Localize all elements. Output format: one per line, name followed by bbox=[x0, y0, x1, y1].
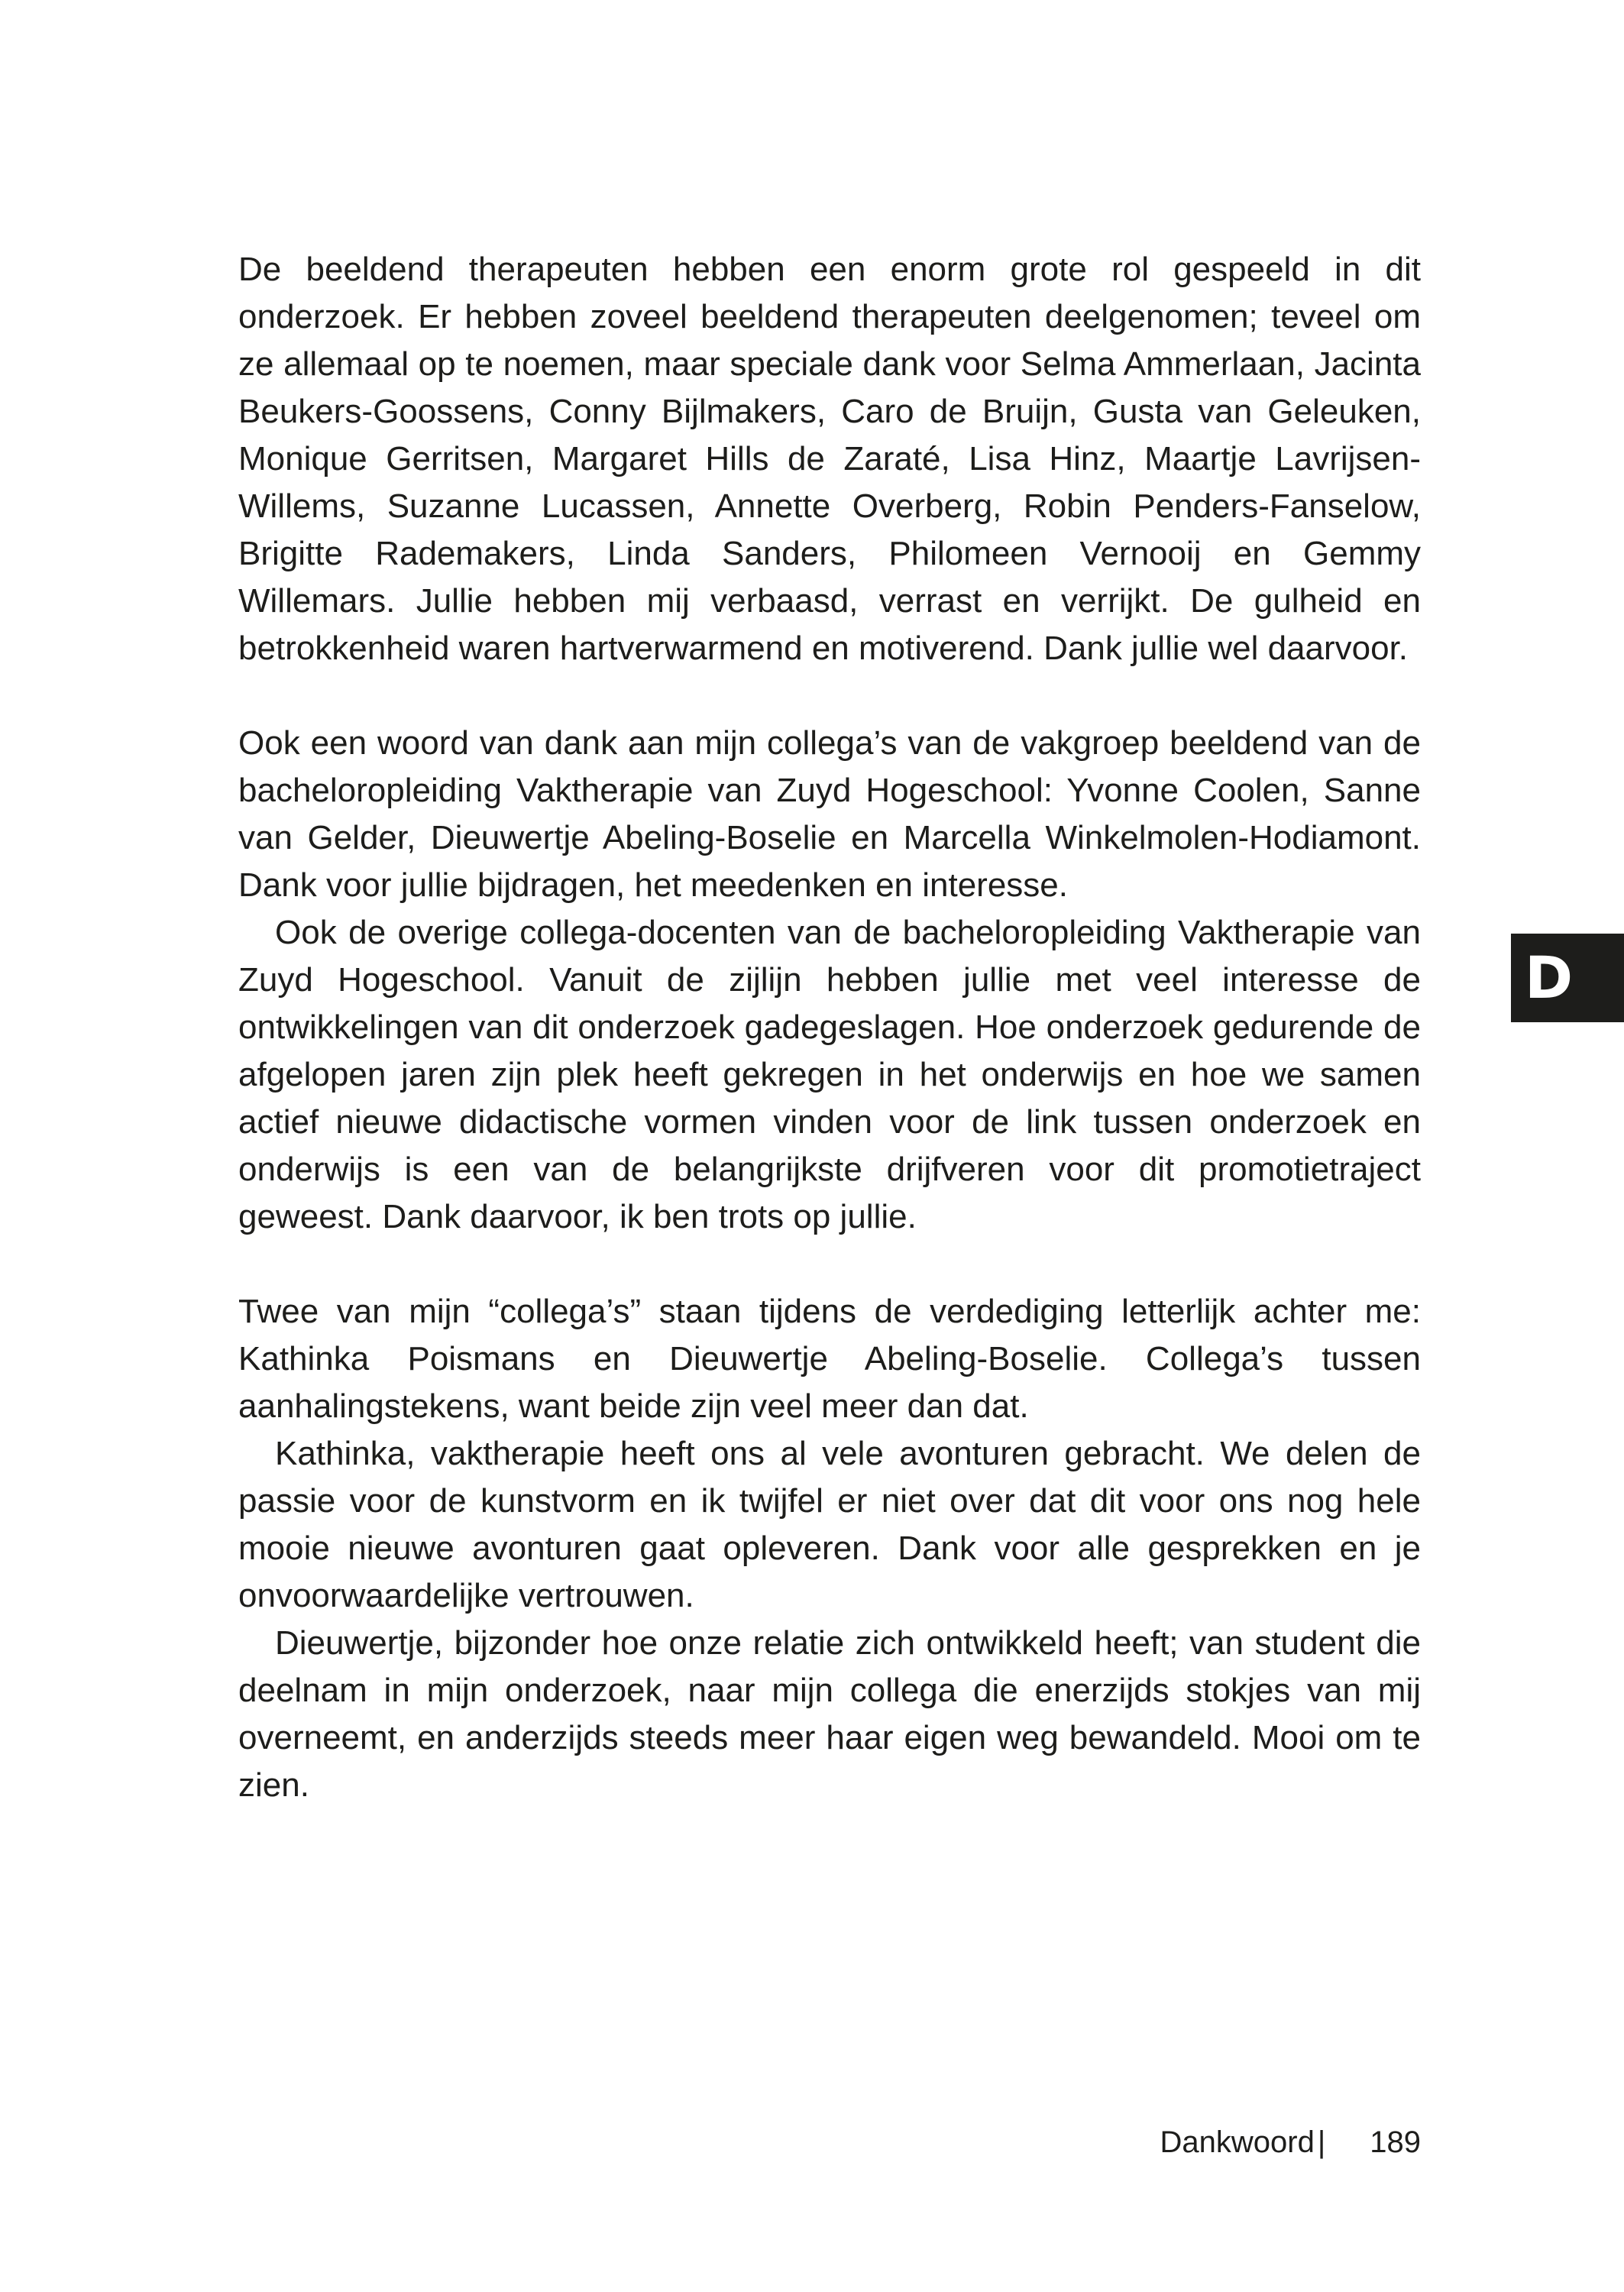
section-gap bbox=[238, 672, 1421, 720]
paragraph-paranymphs-intro: Twee van mijn “collega’s” staan tijdens de verdediging letterlijk achter me: Kathinka Poismans en Dieuwertje Abeling-Boselie. Collega’s tussen aanhalingstekens, want beide zijn veel meer dan dat. bbox=[238, 1293, 1421, 1425]
page-number: 189 bbox=[1370, 2125, 1421, 2159]
section-gap bbox=[238, 1241, 1421, 1288]
paragraph-kathinka: Kathinka, vaktherapie heeft ons al vele avonturen gebracht. We delen de passie voor de kunstvorm en ik twijfel er niet over dat dit voor ons nog hele mooie nieuwe avonturen gaat opleveren. Dank voor alle gesprekken en je onvoorwaardelijke vertrouwen. bbox=[238, 1435, 1421, 1614]
running-footer-title: Dankwoord bbox=[1160, 2125, 1315, 2159]
paragraph-therapists-thanks: De beeldend therapeuten hebben een enorm grote rol gespeeld in dit onderzoek. Er hebben zoveel beeldend therapeuten deelgenomen; teveel om ze allemaal op te noemen, maar speciale dank voor Selma Ammerlaan, Jacinta Beukers-Goossens, Conny Bijlmakers, Caro de Bruijn, Gusta van Geleuken, Monique Gerritsen, Margaret Hills de Zaraté, Lisa Hinz, Maartje Lavrijsen-Willems, Suzanne Lucassen, Annette Overberg, Robin Penders-Fanselow, Brigitte Rademakers, Linda Sanders, Philomeen Vernooij en Gemmy Willemars. Jullie hebben mij verbaasd, verrast en verrijkt. De gulheid en betrokkenheid waren hartverwarmend en motiverend. Dank jullie wel daarvoor. bbox=[238, 251, 1421, 667]
chapter-tab: D bbox=[1511, 934, 1624, 1022]
paragraph-colleagues-thanks: Ook de overige collega-docenten van de bacheloropleiding Vaktherapie van Zuyd Hogeschool. Vanuit de zijlijn hebben jullie met veel interesse de ontwikkelingen van dit onderzoek gadegeslagen. Hoe onderzoek gedurende de afgelopen jaren zijn plek heeft gekregen in het onderwijs en hoe we samen actief nieuwe didactische vormen vinden voor de link tussen onderzoek en onderwijs is een van de belangrijkste drijfveren voor dit promotietraject geweest. Dank daarvoor, ik ben trots op jullie. bbox=[238, 914, 1421, 1235]
footer-separator: | bbox=[1317, 2125, 1326, 2159]
page-body bbox=[238, 246, 1421, 1809]
page-footer bbox=[1160, 2121, 1421, 2164]
paragraph-dieuwertje: Dieuwertje, bijzonder hoe onze relatie zich ontwikkeld heeft; van student die deelnam in mijn onderzoek, naar mijn collega die enerzijds stokjes van mij overneemt, en anderzijds steeds meer haar eigen weg bewandeld. Mooi om te zien. bbox=[238, 1624, 1421, 1804]
paragraph-vakgroep-thanks: Ook een woord van dank aan mijn collega’s van de vakgroep beeldend van de bacheloropleiding Vaktherapie van Zuyd Hogeschool: Yvonne Coolen, Sanne van Gelder, Dieuwertje Abeling-Boselie en Marcella Winkelmolen-Hodiamont. Dank voor jullie bijdragen, het meedenken en interesse. bbox=[238, 724, 1421, 904]
